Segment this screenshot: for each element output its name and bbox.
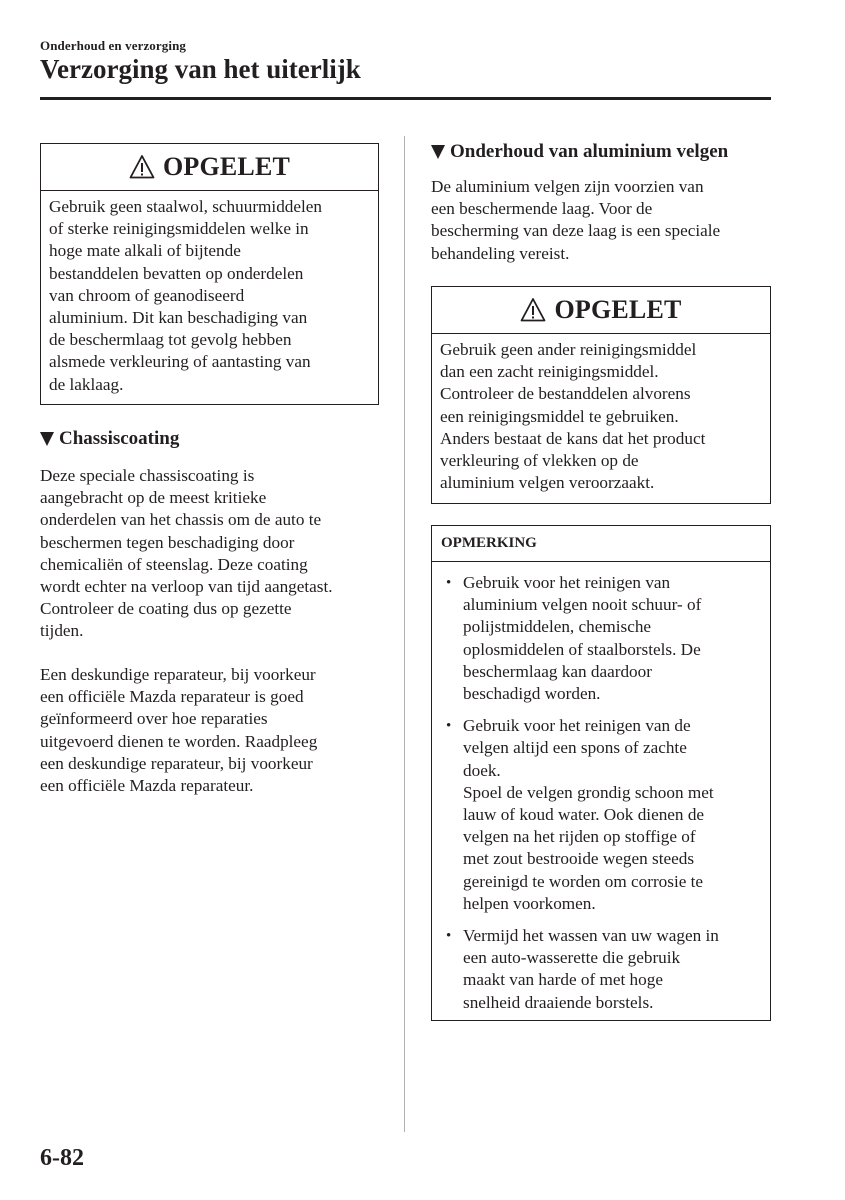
list-item: [442, 572, 762, 705]
heading-chassiscoating: [40, 428, 179, 450]
text-line: Gebruik voor het reinigen van de: [463, 716, 691, 736]
text-line: gereinigd te worden om corrosie te: [463, 871, 704, 891]
caution-line: aluminium velgen veroorzaakt.: [440, 473, 655, 493]
text-line: een deskundige reparateur, bij voorkeur: [40, 753, 313, 773]
caution-box-left: [40, 143, 379, 405]
text-line: behandeling vereist.: [431, 243, 570, 263]
text-line: Spoel de velgen grondig schoon met: [463, 782, 714, 802]
wheels-paragraph: [431, 176, 771, 265]
caution-line: Controleer de bestanddelen alvorens: [440, 384, 691, 404]
section-label: Onderhoud en verzorging: [40, 38, 187, 53]
text-line: snelheid draaiende borstels.: [463, 992, 654, 1012]
caution-line: dan een zacht reinigingsmiddel.: [440, 362, 659, 382]
text-line: een officiële Mazda reparateur is goed: [40, 687, 304, 707]
heading-aluminium-velgen: [431, 141, 728, 163]
caution-body: [41, 191, 378, 402]
caution-line: of sterke reinigingsmiddelen welke in: [49, 219, 309, 239]
note-list: [432, 562, 770, 1014]
caution-box-right: [431, 286, 771, 504]
caution-line: hoge mate alkali of bijtende: [49, 241, 241, 261]
chassis-paragraph-1: [40, 465, 380, 643]
text-line: aangebracht op de meest kritieke: [40, 488, 267, 508]
caution-line: Anders bestaat de kans dat het product: [440, 428, 706, 448]
list-item: [442, 715, 762, 915]
caution-line: aluminium. Dit kan beschadiging van: [49, 308, 308, 328]
text-line: een beschermende laag. Voor de: [431, 199, 653, 219]
text-line: uitgevoerd dienen te worden. Raadpleeg: [40, 731, 318, 751]
caution-line: Gebruik geen staalwol, schuurmiddelen: [49, 197, 323, 216]
text-line: beschermlaag kan daardoor: [463, 661, 652, 681]
text-line: geïnformeerd over hoe reparaties: [40, 709, 268, 729]
text-line: tijden.: [40, 621, 84, 641]
caution-header: [41, 144, 378, 191]
text-line: velgen altijd een spons of zachte: [463, 738, 687, 758]
text-line: maakt van harde of met hoge: [463, 970, 663, 990]
caution-line: de laklaag.: [49, 374, 124, 394]
caution-line: de beschermlaag tot gevolg hebben: [49, 330, 292, 350]
caution-line: verkleuring of vlekken op de: [440, 451, 639, 471]
text-line: Gebruik voor het reinigen van: [463, 573, 671, 592]
text-line: een officiële Mazda reparateur.: [40, 776, 254, 796]
column-divider: [404, 136, 405, 1132]
heading-text: Chassiscoating: [59, 428, 180, 449]
text-line: Deze speciale chassiscoating is: [40, 466, 255, 485]
caution-line: van chroom of geanodiseerd: [49, 285, 245, 305]
text-line: chemicaliën of steenslag. Deze coating: [40, 554, 308, 574]
text-line: oplosmiddelen of staalborstels. De: [463, 639, 701, 659]
triangle-down-icon: [40, 432, 54, 446]
text-line: beschermen tegen beschadiging door: [40, 532, 295, 552]
text-line: Een deskundige reparateur, bij voorkeur: [40, 665, 316, 684]
text-line: lauw of koud water. Ook dienen de: [463, 805, 705, 825]
text-line: Vermijd het wassen van uw wagen in: [463, 926, 719, 946]
caution-line: Gebruik geen ander reinigingsmiddel: [440, 340, 697, 359]
warning-triangle-icon: [129, 154, 155, 180]
title-rule: [40, 97, 771, 100]
caution-line: alsmede verkleuring of aantasting van: [49, 352, 311, 372]
note-box: [431, 525, 771, 1021]
text-line: onderdelen van het chassis om de auto te: [40, 510, 322, 530]
text-line: beschadigd worden.: [463, 684, 601, 704]
text-line: helpen voorkomen.: [463, 893, 596, 913]
text-line: wordt echter na verloop van tijd aangetast.: [40, 577, 333, 597]
heading-text: Onderhoud van aluminium velgen: [450, 141, 729, 162]
bullet-icon: •: [446, 928, 452, 945]
caution-line: bestanddelen bevatten op onderdelen: [49, 263, 304, 283]
text-line: een auto-wasserette die gebruik: [463, 948, 681, 968]
text-line: Controleer de coating dus op gezette: [40, 599, 292, 619]
bullet-icon: •: [446, 718, 452, 735]
caution-title: OPGELET: [162, 152, 291, 181]
text-line: aluminium velgen nooit schuur- of: [463, 595, 702, 615]
text-line: bescherming van deze laag is een speciale: [431, 221, 721, 241]
caution-title: OPGELET: [554, 295, 682, 324]
page-title: Verzorging van het uiterlijk: [40, 54, 361, 84]
text-line: polijstmiddelen, chemische: [463, 617, 652, 637]
warning-triangle-icon: [520, 297, 546, 323]
bullet-icon: •: [446, 575, 452, 591]
note-header: OPMERKING: [432, 526, 770, 562]
list-item: [442, 925, 762, 1014]
text-line: De aluminium velgen zijn voorzien van: [431, 177, 704, 196]
caution-body: [432, 334, 770, 500]
caution-line: een reinigingsmiddel te gebruiken.: [440, 406, 679, 426]
caution-header: [432, 287, 770, 334]
triangle-down-icon: [431, 145, 445, 159]
page-number: 6-82: [40, 1145, 84, 1171]
chassis-paragraph-2: [40, 664, 380, 797]
text-line: doek.: [463, 760, 501, 780]
text-line: velgen na het rijden op stoffige of: [463, 827, 696, 847]
text-line: met zout bestrooide wegen steeds: [463, 849, 695, 869]
